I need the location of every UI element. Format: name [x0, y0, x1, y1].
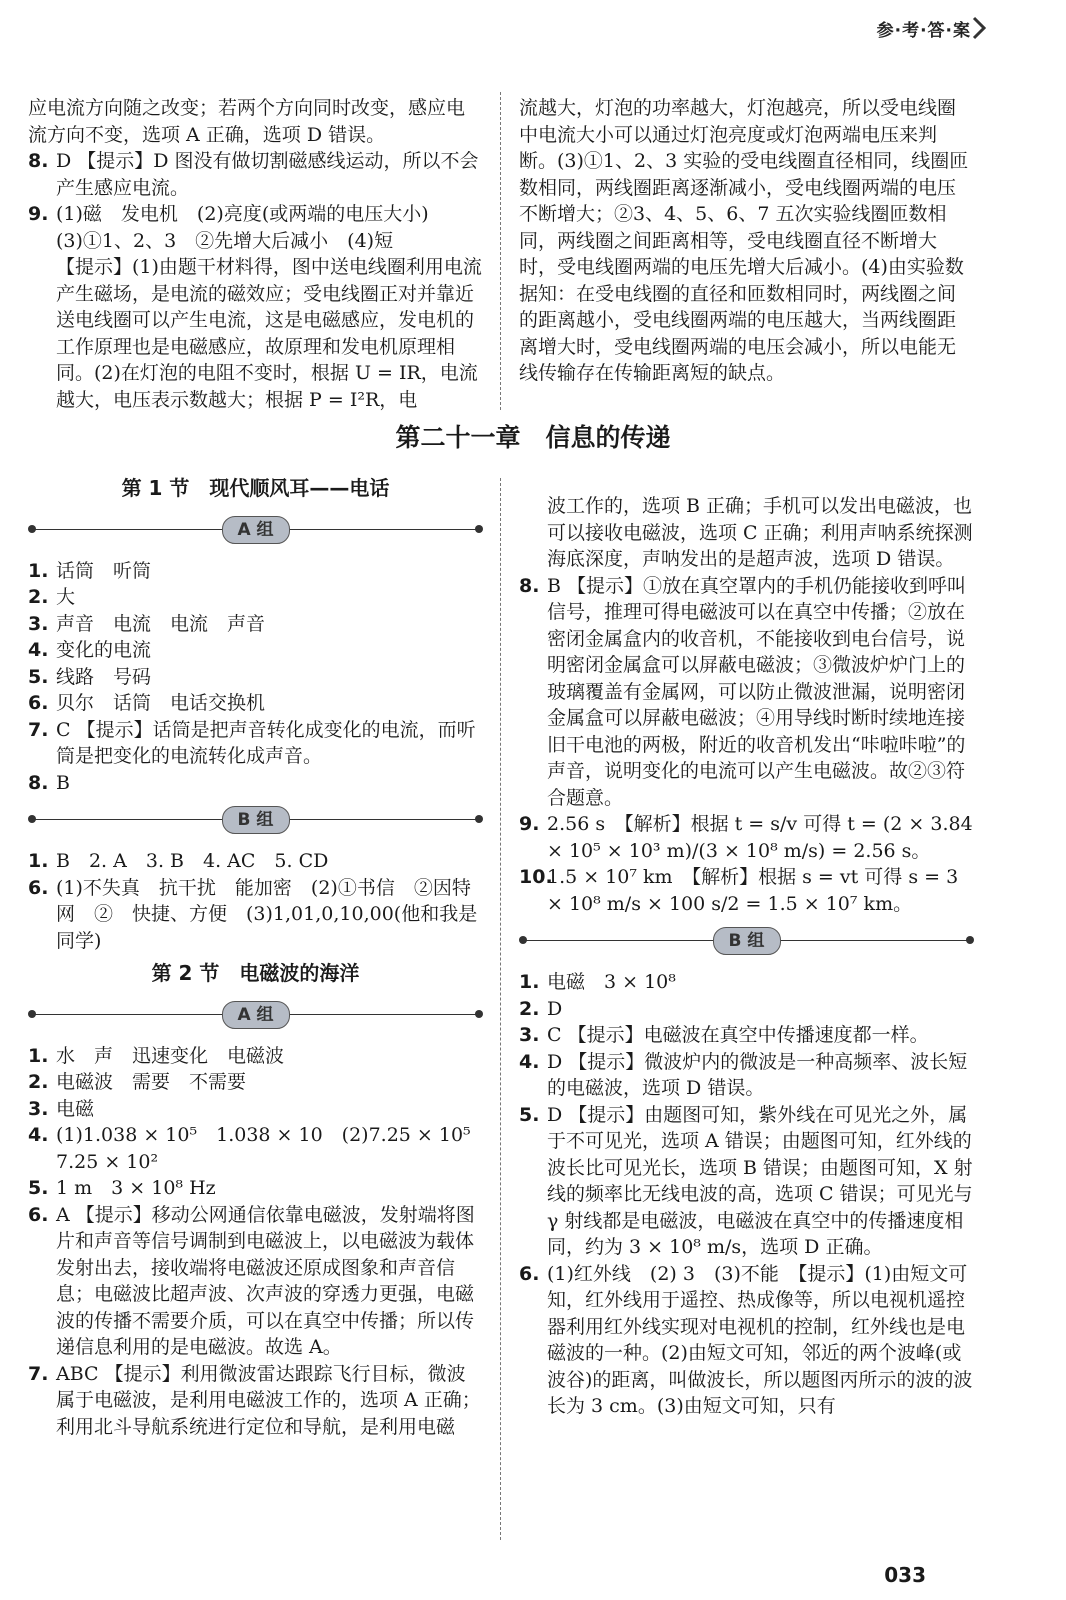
answer-item: 6. (1)红外线 (2) 3 (3)不能 【提示】(1)由短文可知，红外线用于遥控、热成像等，所以电视机遥控器利用红外线实现对电视机的控制，红外线也是电磁波的一种。(2)由短文可知，邻近的两个波峰(或波谷)的距离，叫做波长，所以题图丙所示的波的波长为 3 cm。(3)由短文可知，只有 — [519, 1262, 973, 1417]
top-right-column — [519, 95, 974, 387]
answer-item: 1. 电磁 3 × 10⁸ — [519, 971, 676, 993]
answer-item: 4. 变化的电流 — [28, 639, 152, 661]
answer-item: 3. C 【提示】电磁波在真空中传播速度都一样。 — [519, 1024, 929, 1046]
answer-item: 1. B 2. A 3. B 4. AC 5. CD — [28, 850, 329, 872]
section-title: 第 1 节 现代顺风耳——电话 — [121, 476, 390, 500]
answer-item: 3. 声音 电流 电流 声音 — [28, 612, 266, 635]
continued-text: 应电流方向随之改变；若两个方向同时改变，感应电流方向不变，选项 A 正确，选项 D 错误。 — [28, 97, 466, 146]
group-divider — [28, 804, 483, 834]
hint-text: 【提示】(1)由题干材料得，图中送电线圈利用电流产生磁场，是电流的磁效应；受电线圈正对并靠近送电线圈可以产生电流，这是电磁感应，发电机的工作原理也是电磁感应，故原理和发电机原理相同。(2)在灯泡的电阻不变时，根据 U = IR，电流越大，电压表示数越大；根据 P = I²R，电 — [56, 256, 482, 411]
column-divider — [500, 478, 501, 1540]
bottom-left-column — [28, 473, 490, 1440]
group-label: B 组 — [713, 927, 781, 955]
chevron-right-icon — [972, 16, 986, 40]
page-number: 033 — [884, 1562, 926, 1587]
group-divider — [28, 514, 483, 544]
answer-item: 4. D 【提示】微波炉内的微波是一种高频率、波长短的电磁波，选项 D 错误。 — [519, 1050, 968, 1099]
answer-item: 1. 水 声 迅速变化 电磁波 — [28, 1044, 285, 1067]
continued-text: 波工作的，选项 B 正确；手机可以发出电磁波，也可以接收电磁波，选项 C 正确；利用声呐系统探测海底深度，声呐发出的是超声波，选项 D 错误。 — [547, 495, 973, 570]
answer-item: 10. 1.5 × 10⁷ km 【解析】根据 s = vt 可得 s = 3 × 10⁸ m/s × 100 s/2 = 1.5 × 10⁷ km。 — [519, 866, 959, 915]
answer-item: 7. C 【提示】话筒是把声音转化成变化的电流，而听筒是把变化的电流转化成声音。 — [28, 718, 476, 767]
answer-item: 2. D — [519, 997, 563, 1020]
answer-item: 5. D 【提示】由题图可知，紫外线在可见光之外，属于不可见光，选项 A 错误；由题图可知，红外线的波长比可见光长，选项 B 错误；由题图可知，X 射线的频率比无线电波的高，选项 C 错误；可见光与 γ 射线都是电磁波，电磁波在真空中的传播速度相同，约为 3 × 10⁸ m/s，选项 D 正确。 — [519, 1103, 973, 1258]
answer-item: 8. D 【提示】D 图没有做切割磁感线运动，所以不会产生感应电流。 — [28, 150, 479, 199]
answer-item: 9. (1)磁 发电机 (2)亮度(或两端的电压大小) (3)①1、2、3 ②先增大后减小 (4)短 — [28, 203, 448, 252]
answer-item: 5. 线路 号码 — [28, 665, 152, 688]
column-divider — [500, 92, 501, 410]
answer-item: 1. 话筒 听筒 — [28, 559, 152, 582]
answer-item: 5. 1 m 3 × 10⁸ Hz — [28, 1177, 216, 1199]
answer-item: 7. ABC 【提示】利用微波雷达跟踪飞行目标，微波属于电磁波，是利用电磁波工作的，选项 A 正确；利用北斗导航系统进行定位和导航，是利用电磁 — [28, 1362, 481, 1438]
group-label: A 组 — [222, 516, 290, 544]
answer-item: 6. 贝尔 话筒 电话交换机 — [28, 692, 266, 714]
chapter-title: 第二十一章 信息的传递 — [395, 423, 671, 452]
answer-item: 9. 2.56 s 【解析】根据 t = s/v 可得 t = (2 × 3.84 × 10⁵ × 10³ m)/(3 × 10⁸ m/s) = 2.56 s。 — [519, 813, 973, 862]
answer-item: 6. A 【提示】移动公网通信依靠电磁波，发射端将图片和声音等信号调制到电磁波上，以电磁波为载体发射出去，接收端将电磁波还原成图象和声音信息；电磁波比超声波、次声波的穿透力更强，电磁波的传播不需要介质，可以在真空中传播；所以传递信息利用的是电磁波。故选 A。 — [28, 1203, 475, 1358]
answer-item: 8. B 【提示】①放在真空罩内的手机仍能接收到呼叫信号，推理可得电磁波可以在真空中传播；②放在密闭金属盒内的收音机，不能接收到电台信号，说明密闭金属盒可以屏蔽电磁波；③微波炉炉门上的玻璃覆盖有金属网，可以防止微波泄漏，说明密闭金属盒可以屏蔽电磁波；④用导线时断时续地连接旧干电池的两极，附近的收音机发出“咔啦咔啦”的声音，说明变化的电流可以产生电磁波。故②③符合题意。 — [519, 574, 967, 809]
answer-item: 6. (1)不失真 抗干扰 能加密 (2)①书信 ②因特网 ② 快捷、方便 (3)1,01,0,10,00(他和我是同学) — [28, 876, 478, 952]
section-title: 第 2 节 电磁波的海洋 — [151, 961, 360, 985]
top-left-column — [28, 95, 483, 413]
group-divider — [519, 925, 974, 955]
answer-item: 2. 大 — [28, 586, 76, 608]
bottom-right-column — [519, 493, 974, 1420]
answer-item: 2. 电磁波 需要 不需要 — [28, 1071, 247, 1093]
group-label: B 组 — [222, 806, 290, 834]
answer-item: 8. B — [28, 771, 70, 794]
answer-item: 3. 电磁 — [28, 1097, 95, 1120]
group-divider — [28, 999, 483, 1029]
continued-text: 流越大，灯泡的功率越大，灯泡越亮，所以受电线圈中电流大小可以通过灯泡亮度或灯泡两端电压来判断。(3)①1、2、3 实验的受电线圈直径相同，线圈匝数相同，两线圈距离逐渐减小，受电线圈两端的电压不断增大；②3、4、5、6、7 五次实验线圈匝数相同，两线圈之间距离相等，受电线圈直径不断增大时，受电线圈两端的电压先增大后减小。(4)由实验数据知：在受电线圈的直径和匝数相同时，两线圈之间的距离越小，受电线圈两端的电压越大，当两线圈距离增大时，受电线圈两端的电压会减小，所以电能无线传输存在传输距离短的缺点。 — [519, 97, 969, 384]
group-label: A 组 — [222, 1001, 290, 1029]
header-tab: 参·考·答·案 — [876, 21, 971, 41]
answer-item: 4. (1)1.038 × 10⁵ 1.038 × 10 (2)7.25 × 10⁵ 7.25 × 10² — [28, 1124, 490, 1173]
